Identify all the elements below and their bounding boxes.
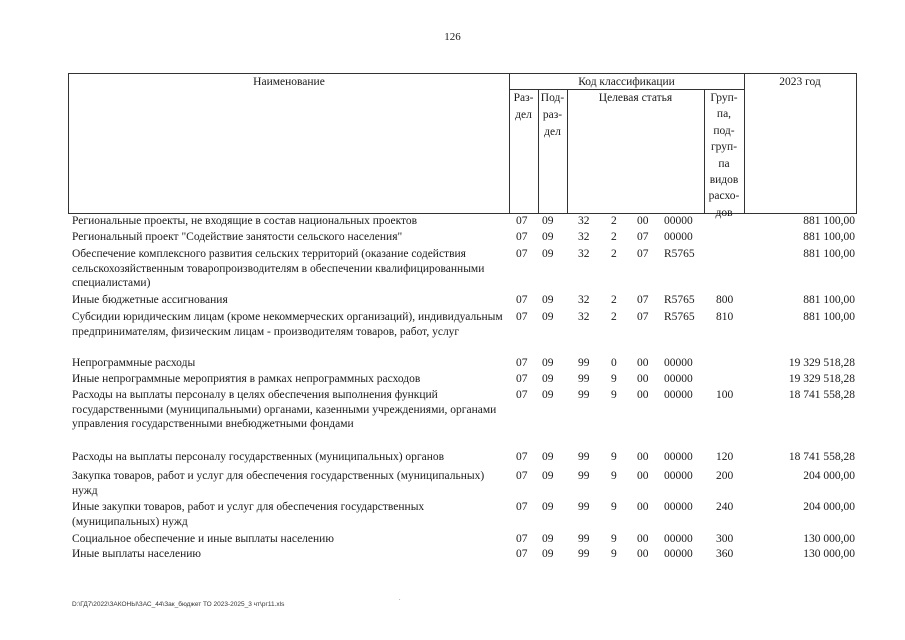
cell-razdel: 07	[516, 451, 528, 463]
cell-podrazdel: 09	[542, 548, 554, 560]
row-name: Субсидии юридическим лицам (кроме некоммерческих организаций), индивидуальным предпринимателям, физическим лицам - производителям товаров, работ, услуг	[72, 311, 503, 338]
row-name: Социальное обеспечение и иные выплаты населению	[72, 533, 334, 545]
cell-cs2: 9	[611, 501, 617, 513]
cell-cs2: 2	[611, 215, 617, 227]
cell-podrazdel: 09	[542, 470, 554, 482]
footer-file-path: D:\ГД7\2022\ЗАКОНЫ\ЗАС_44\Зак_бюджет ТО 2023-2025_3 чт\рг11.xls	[72, 601, 285, 608]
page-number: 126	[444, 31, 461, 43]
cell-amount: 18 741 558,28	[788, 389, 855, 401]
cell-razdel: 07	[516, 357, 528, 369]
cell-cs1: 99	[578, 548, 590, 560]
cell-cs3: 07	[637, 248, 649, 260]
footer-mark: .	[399, 596, 401, 602]
cell-cs2: 9	[611, 548, 617, 560]
cell-podrazdel: 09	[542, 231, 554, 243]
row-name: Иные закупки товаров, работ и услуг для обеспечения государственных (муниципальных) нужд	[72, 501, 425, 528]
cell-cs2: 2	[611, 248, 617, 260]
cell-vr: 800	[716, 294, 734, 306]
header-year: 2023 год	[779, 76, 821, 88]
cell-podrazdel: 09	[542, 294, 554, 306]
row-name: Иные выплаты населению	[72, 548, 201, 560]
cell-razdel: 07	[516, 501, 528, 513]
cell-amount: 18 741 558,28	[788, 451, 855, 463]
cell-cs4: 00000	[664, 470, 693, 482]
cell-amount: 881 100,00	[803, 231, 855, 243]
cell-cs4: R5765	[664, 311, 695, 323]
cell-vr: 300	[716, 533, 734, 545]
header-expense-group: Груп- па, под- груп- па видов расхо- дов	[708, 92, 740, 219]
cell-cs4: 00000	[664, 451, 693, 463]
cell-cs2: 9	[611, 470, 617, 482]
cell-cs1: 32	[578, 215, 590, 227]
cell-razdel: 07	[516, 470, 528, 482]
cell-podrazdel: 09	[542, 248, 554, 260]
cell-cs1: 99	[578, 533, 590, 545]
cell-cs1: 32	[578, 311, 590, 323]
cell-amount: 204 000,00	[803, 501, 855, 513]
cell-vr: 360	[716, 548, 734, 560]
cell-cs1: 32	[578, 248, 590, 260]
row-name: Закупка товаров, работ и услуг для обеспечения государственных (муниципальных) нужд	[72, 470, 485, 497]
cell-cs4: 00000	[664, 215, 693, 227]
cell-cs2: 9	[611, 389, 617, 401]
cell-cs3: 07	[637, 231, 649, 243]
cell-razdel: 07	[516, 294, 528, 306]
cell-cs3: 00	[637, 357, 649, 369]
cell-amount: 881 100,00	[803, 311, 855, 323]
cell-cs3: 00	[637, 533, 649, 545]
row-name: Иные бюджетные ассигнования	[72, 294, 228, 306]
cell-cs1: 32	[578, 294, 590, 306]
header-subsection: Под- раз- дел	[540, 92, 565, 138]
cell-vr: 120	[716, 451, 734, 463]
cell-amount: 881 100,00	[803, 294, 855, 306]
cell-cs2: 9	[611, 533, 617, 545]
cell-cs2: 2	[611, 231, 617, 243]
cell-cs4: 00000	[664, 548, 693, 560]
cell-cs4: 00000	[664, 501, 693, 513]
cell-cs4: R5765	[664, 294, 695, 306]
cell-podrazdel: 09	[542, 451, 554, 463]
cell-cs4: 00000	[664, 533, 693, 545]
cell-cs3: 00	[637, 451, 649, 463]
cell-cs3: 00	[637, 389, 649, 401]
cell-razdel: 07	[516, 248, 528, 260]
row-name: Расходы на выплаты персоналу государственных (муниципальных) органов	[72, 451, 445, 463]
cell-cs2: 2	[611, 311, 617, 323]
cell-cs2: 9	[611, 451, 617, 463]
cell-razdel: 07	[516, 231, 528, 243]
header-name: Наименование	[253, 76, 325, 88]
row-name: Региональные проекты, не входящие в состав национальных проектов	[72, 215, 418, 227]
cell-amount: 881 100,00	[803, 248, 855, 260]
cell-podrazdel: 09	[542, 311, 554, 323]
cell-razdel: 07	[516, 533, 528, 545]
cell-amount: 204 000,00	[803, 470, 855, 482]
cell-cs4: 00000	[664, 373, 693, 385]
cell-cs4: 00000	[664, 357, 693, 369]
cell-amount: 19 329 518,28	[788, 373, 855, 385]
cell-cs2: 9	[611, 373, 617, 385]
row-name: Непрограммные расходы	[72, 357, 196, 369]
cell-podrazdel: 09	[542, 357, 554, 369]
cell-cs4: 00000	[664, 389, 693, 401]
cell-podrazdel: 09	[542, 501, 554, 513]
cell-amount: 130 000,00	[803, 533, 855, 545]
cell-amount: 130 000,00	[803, 548, 855, 560]
cell-cs3: 00	[637, 215, 649, 227]
cell-cs4: R5765	[664, 248, 695, 260]
cell-razdel: 07	[516, 548, 528, 560]
cell-cs3: 07	[637, 311, 649, 323]
cell-razdel: 07	[516, 373, 528, 385]
row-name: Обеспечение комплексного развития сельских территорий (оказание содействия сельскохозяйственным товаропроизводителям в обеспечении квалифицированными специалистами)	[72, 248, 485, 289]
cell-podrazdel: 09	[542, 533, 554, 545]
cell-razdel: 07	[516, 311, 528, 323]
cell-vr: 200	[716, 470, 734, 482]
cell-cs1: 99	[578, 501, 590, 513]
cell-cs1: 99	[578, 389, 590, 401]
cell-cs3: 00	[637, 501, 649, 513]
cell-amount: 881 100,00	[803, 215, 855, 227]
row-name: Расходы на выплаты персоналу в целях обеспечения выполнения функций государственными (муниципальными) органами, казенными учреждениями, органами управления государственными внебюджетными фондами	[72, 389, 497, 430]
cell-cs1: 99	[578, 451, 590, 463]
cell-cs1: 99	[578, 373, 590, 385]
cell-cs1: 99	[578, 470, 590, 482]
row-name: Региональный проект "Содействие занятости сельского населения"	[72, 231, 403, 243]
cell-cs1: 99	[578, 357, 590, 369]
cell-vr: 100	[716, 389, 734, 401]
cell-cs2: 0	[611, 357, 617, 369]
cell-cs2: 2	[611, 294, 617, 306]
cell-cs1: 32	[578, 231, 590, 243]
cell-podrazdel: 09	[542, 215, 554, 227]
cell-amount: 19 329 518,28	[788, 357, 855, 369]
cell-podrazdel: 09	[542, 373, 554, 385]
cell-vr: 810	[716, 311, 734, 323]
row-name: Иные непрограммные мероприятия в рамках непрограммных расходов	[72, 373, 421, 385]
cell-vr: 240	[716, 501, 734, 513]
cell-razdel: 07	[516, 389, 528, 401]
cell-podrazdel: 09	[542, 389, 554, 401]
header-classification-code: Код классификации	[578, 76, 675, 88]
cell-cs3: 00	[637, 470, 649, 482]
cell-razdel: 07	[516, 215, 528, 227]
header-section: Раз- дел	[513, 92, 534, 121]
cell-cs4: 00000	[664, 231, 693, 243]
header-target-article: Целевая статья	[598, 92, 673, 104]
cell-cs3: 00	[637, 548, 649, 560]
cell-cs3: 00	[637, 373, 649, 385]
cell-cs3: 07	[637, 294, 649, 306]
